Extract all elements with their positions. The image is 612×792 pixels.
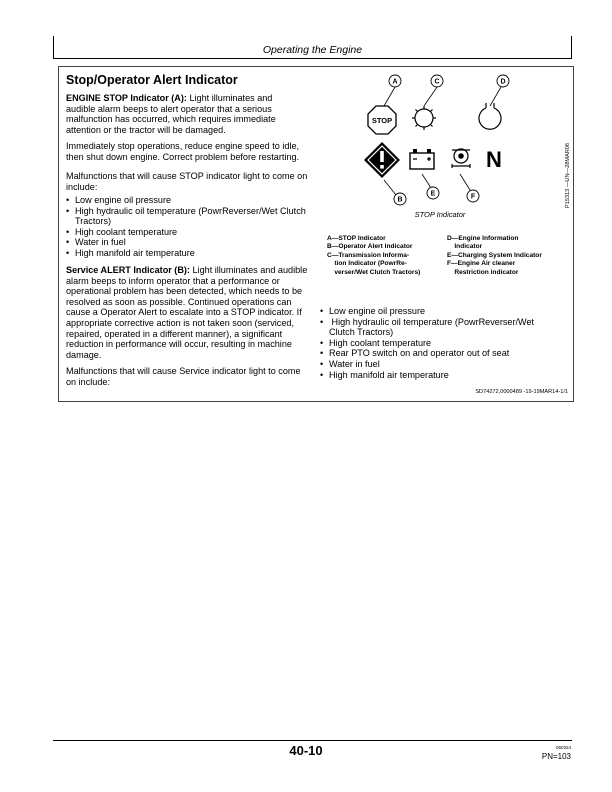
callout-f — [467, 190, 479, 202]
stop-action-paragraph: Immediately stop operations, reduce engine speed to idle, then shut down engine. Correct problem before restarting. — [66, 141, 300, 162]
callout-b — [394, 193, 406, 205]
transmission-gear-icon — [412, 106, 436, 130]
legend-item: E—Charging System Indicator — [447, 251, 542, 259]
legend-item: verser/Wet Clutch Tractors) — [327, 268, 421, 276]
list-item: • High coolant temperature — [66, 227, 306, 238]
figure-caption: STOP Indicator — [414, 210, 466, 219]
leader-c — [424, 87, 437, 106]
battery-icon — [410, 149, 434, 169]
legend-item: Indicator — [447, 243, 483, 251]
leader-d — [490, 87, 501, 106]
list-item: • High manifold air temperature — [320, 370, 560, 381]
stop-indicator-text: Light illuminates and audible alarm beeps to alert operator that a serious malfunction has occurred, which requires immediate attention or the tractor will be damaged. — [66, 93, 276, 135]
neutral-indicator-icon: N — [486, 147, 502, 172]
callout-e — [427, 187, 439, 199]
legend-item: F—Engine Air cleaner — [447, 260, 516, 268]
callout-d-label: D — [500, 78, 506, 86]
list-item: • High coolant temperature — [320, 338, 560, 349]
list-item: • Low engine oil pressure — [320, 306, 560, 317]
list-item: • High manifold air temperature — [66, 248, 306, 259]
pn-number: PN=103 — [541, 752, 571, 761]
callout-b-label: B — [397, 196, 403, 204]
list-item: • Low engine oil pressure — [66, 195, 306, 206]
stop-causes-heading: Malfunctions that will cause STOP indicator light to come on include: — [66, 171, 308, 192]
legend-right — [447, 235, 562, 277]
alert-indicator-text: Light illuminates and audible alarm beeps to inform operator that a performance or operational problem has been detected, which needs to be resolved as soon as possible. Continued operations can cause a Operator Alert to escalate into a STOP indicator. If appropriate corrective action is not taken soon (serviced, repaired, operated in a different manner), a significant reduction in performance will occur, resulting in machine damage. — [66, 265, 308, 360]
alert-indicator-label: Service ALERT Indicator (B): — [66, 265, 190, 275]
alert-causes-list — [320, 306, 560, 380]
alert-diamond-icon — [364, 142, 400, 178]
air-filter-icon — [452, 149, 470, 168]
leader-a — [384, 87, 395, 106]
stop-causes-list — [66, 195, 306, 259]
callout-e-label: E — [430, 190, 436, 198]
doc-code: 060324 — [555, 745, 571, 750]
footer-rule — [53, 740, 572, 741]
stop-text: STOP — [371, 116, 393, 125]
leader-f — [460, 174, 470, 190]
reference-code: SD74272,0000489 -19-19MAR14-1/1 — [475, 389, 568, 395]
callout-f-label: F — [470, 193, 476, 201]
legend-item: tion Indicator (PowrRe- — [327, 260, 407, 268]
engine-information-icon — [479, 103, 501, 129]
alert-indicator-paragraph — [66, 265, 310, 360]
callout-a — [389, 75, 401, 87]
indicator-figure — [318, 70, 558, 220]
legend-item: D—Engine Information — [447, 235, 519, 242]
header-rule — [53, 58, 572, 59]
alert-causes-heading: Malfunctions that will cause Service indicator light to come on include: — [66, 366, 301, 387]
leader-e — [422, 174, 431, 188]
stop-indicator-label: ENGINE STOP Indicator (A): — [66, 93, 187, 103]
legend-item: A—STOP Indicator — [327, 235, 386, 242]
page-header-title: Operating the Engine — [262, 44, 363, 56]
stop-octagon-icon — [368, 106, 396, 134]
legend-item: B—Operator Alert Indicator — [327, 243, 413, 251]
list-item: • Water in fuel — [320, 359, 560, 370]
figure-id: P15313 —UN—28MAR06 — [565, 143, 571, 208]
callout-a-label: A — [392, 78, 398, 86]
callout-c-label: C — [434, 78, 440, 86]
callout-d — [497, 75, 509, 87]
legend-item: Restriction indicator — [447, 268, 519, 276]
legend-item: C—Transmission Informa- — [327, 251, 410, 259]
legend-left — [327, 235, 452, 277]
leader-b — [384, 180, 396, 195]
list-item: • Water in fuel — [66, 237, 306, 248]
section-title: Stop/Operator Alert Indicator — [66, 73, 238, 87]
page-number: 40-10 — [289, 743, 323, 758]
list-item: • High hydraulic oil temperature (PowrReverser/Wet Clutch Tractors) — [66, 206, 306, 227]
stop-indicator-paragraph — [66, 93, 304, 135]
list-item: • High hydraulic oil temperature (PowrReverser/Wet Clutch Tractors) — [320, 317, 560, 338]
list-item: • Rear PTO switch on and operator out of seat — [320, 348, 560, 359]
callout-c — [431, 75, 443, 87]
